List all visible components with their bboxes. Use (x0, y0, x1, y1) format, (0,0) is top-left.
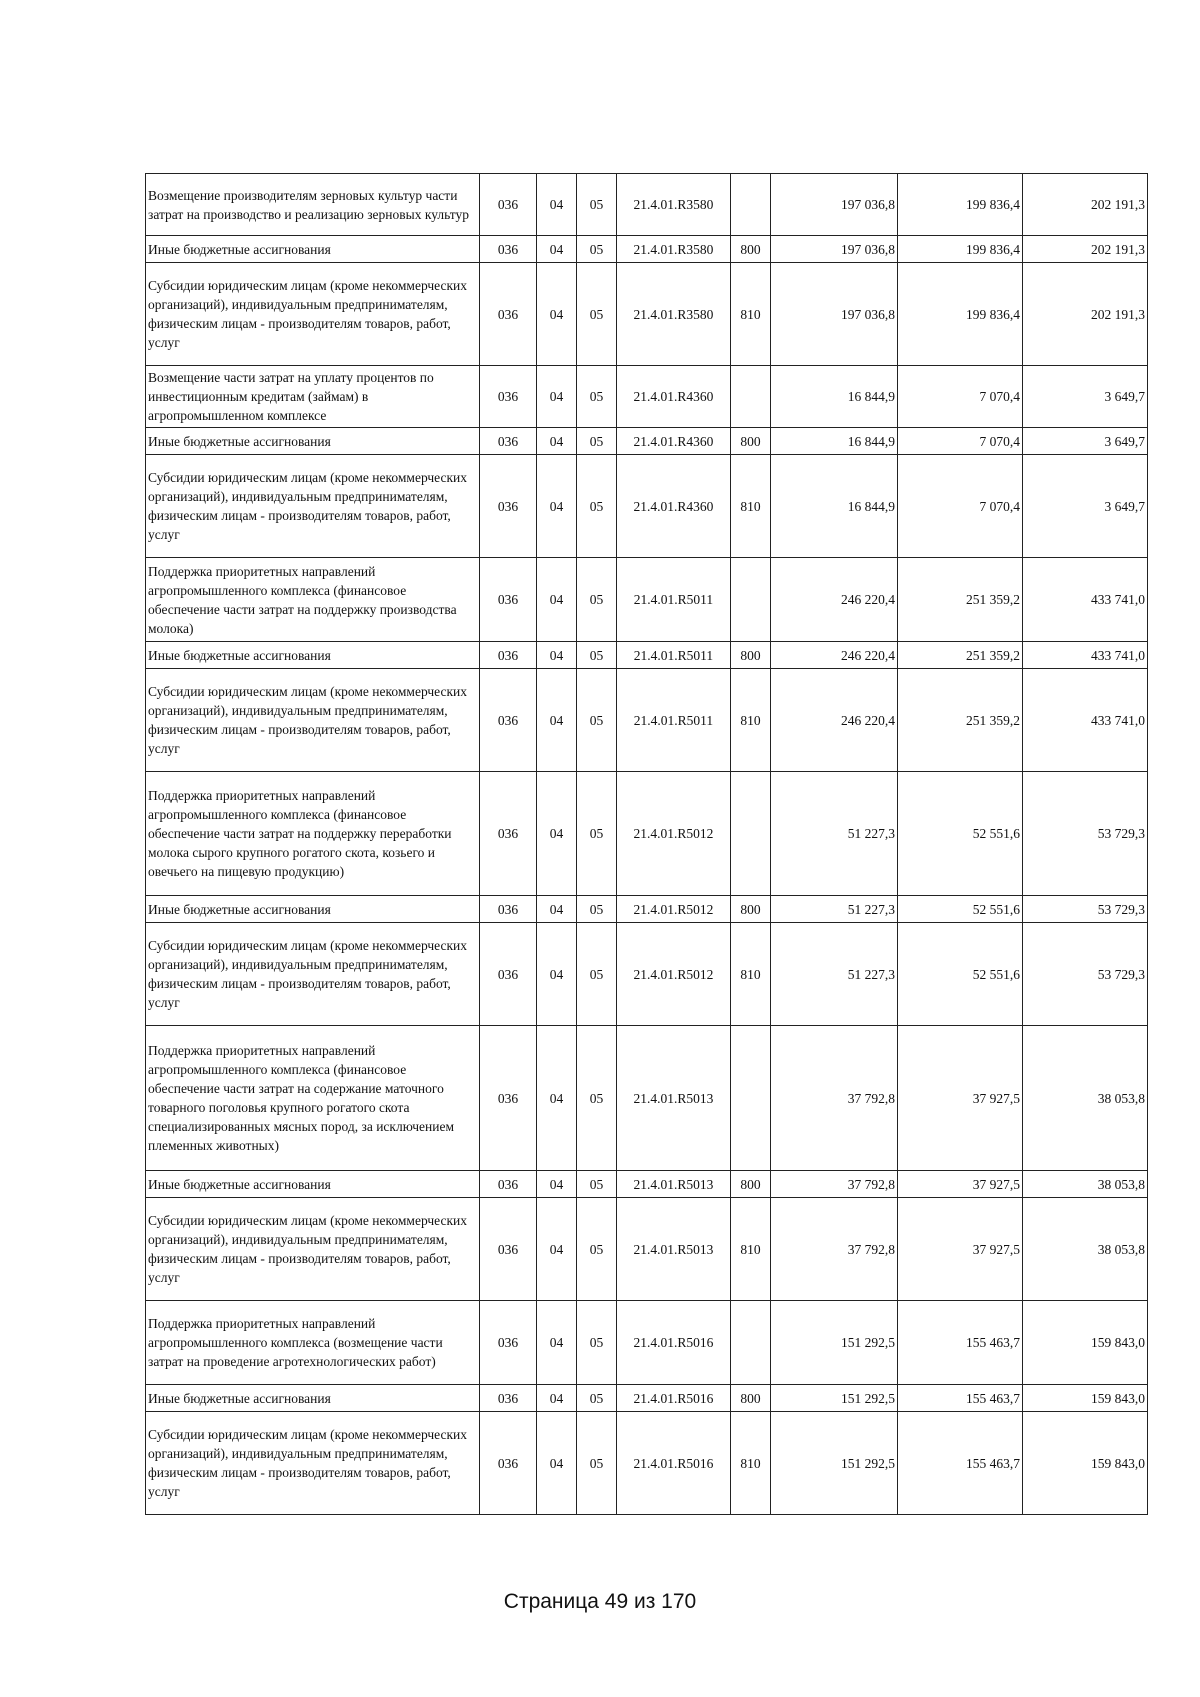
code-section: 04 (537, 1385, 577, 1412)
code-section: 04 (537, 428, 577, 455)
row-name: Возмещение части затрат на уплату процентов по инвестиционным кредитам (займам) в агропромышленном комплексе (146, 366, 480, 428)
code-ved: 036 (480, 455, 537, 558)
code-ved: 036 (480, 1301, 537, 1385)
code-expense-type: 800 (731, 1171, 771, 1198)
row-name: Субсидии юридическим лицам (кроме некоммерческих организаций), индивидуальным предпринимателям, физическим лицам - производителям товаров, работ, услуг (146, 923, 480, 1026)
table-row (146, 896, 1148, 923)
row-name: Иные бюджетные ассигнования (146, 896, 480, 923)
code-expense-type: 800 (731, 428, 771, 455)
row-name: Поддержка приоритетных направлений агропромышленного комплекса (финансовое обеспечение части затрат на поддержку переработки молока сырого крупного рогатого скота, козьего и овечьего на пищевую продукцию) (146, 772, 480, 896)
amount-year-2: 37 927,5 (898, 1171, 1023, 1198)
amount-year-3: 53 729,3 (1023, 923, 1148, 1026)
amount-year-1: 51 227,3 (771, 923, 898, 1026)
code-expense-type (731, 174, 771, 236)
code-expense-type (731, 366, 771, 428)
code-ved: 036 (480, 896, 537, 923)
table-row (146, 1171, 1148, 1198)
code-target-article: 21.4.01.R5013 (617, 1026, 731, 1171)
code-section: 04 (537, 1198, 577, 1301)
code-ved: 036 (480, 263, 537, 366)
code-expense-type (731, 1026, 771, 1171)
amount-year-2: 155 463,7 (898, 1385, 1023, 1412)
code-subsection: 05 (577, 455, 617, 558)
amount-year-3: 159 843,0 (1023, 1301, 1148, 1385)
code-target-article: 21.4.01.R3580 (617, 263, 731, 366)
amount-year-2: 7 070,4 (898, 366, 1023, 428)
code-section: 04 (537, 236, 577, 263)
code-target-article: 21.4.01.R4360 (617, 366, 731, 428)
code-target-article: 21.4.01.R5012 (617, 923, 731, 1026)
code-target-article: 21.4.01.R5012 (617, 772, 731, 896)
code-subsection: 05 (577, 558, 617, 642)
code-ved: 036 (480, 236, 537, 263)
code-target-article: 21.4.01.R5016 (617, 1412, 731, 1515)
code-expense-type: 800 (731, 1385, 771, 1412)
amount-year-1: 16 844,9 (771, 428, 898, 455)
row-name: Иные бюджетные ассигнования (146, 642, 480, 669)
table-row (146, 428, 1148, 455)
row-name: Субсидии юридическим лицам (кроме некоммерческих организаций), индивидуальным предпринимателям, физическим лицам - производителям товаров, работ, услуг (146, 1412, 480, 1515)
table-row (146, 455, 1148, 558)
code-target-article: 21.4.01.R3580 (617, 236, 731, 263)
code-target-article: 21.4.01.R5013 (617, 1171, 731, 1198)
code-target-article: 21.4.01.R5011 (617, 669, 731, 772)
amount-year-2: 52 551,6 (898, 923, 1023, 1026)
amount-year-1: 246 220,4 (771, 642, 898, 669)
amount-year-1: 151 292,5 (771, 1385, 898, 1412)
amount-year-1: 246 220,4 (771, 558, 898, 642)
amount-year-3: 433 741,0 (1023, 558, 1148, 642)
code-section: 04 (537, 1026, 577, 1171)
code-ved: 036 (480, 1171, 537, 1198)
code-subsection: 05 (577, 174, 617, 236)
code-section: 04 (537, 366, 577, 428)
code-expense-type: 810 (731, 263, 771, 366)
code-ved: 036 (480, 1385, 537, 1412)
code-target-article: 21.4.01.R5016 (617, 1301, 731, 1385)
amount-year-3: 3 649,7 (1023, 428, 1148, 455)
code-target-article: 21.4.01.R5011 (617, 642, 731, 669)
code-subsection: 05 (577, 366, 617, 428)
amount-year-3: 38 053,8 (1023, 1198, 1148, 1301)
amount-year-2: 7 070,4 (898, 455, 1023, 558)
amount-year-2: 155 463,7 (898, 1412, 1023, 1515)
code-section: 04 (537, 558, 577, 642)
amount-year-3: 433 741,0 (1023, 642, 1148, 669)
table-row (146, 642, 1148, 669)
code-subsection: 05 (577, 896, 617, 923)
code-expense-type: 810 (731, 1198, 771, 1301)
amount-year-2: 199 836,4 (898, 174, 1023, 236)
table-row (146, 772, 1148, 896)
code-ved: 036 (480, 558, 537, 642)
code-subsection: 05 (577, 669, 617, 772)
code-expense-type: 800 (731, 236, 771, 263)
row-name: Субсидии юридическим лицам (кроме некоммерческих организаций), индивидуальным предпринимателям, физическим лицам - производителям товаров, работ, услуг (146, 669, 480, 772)
table-row (146, 1385, 1148, 1412)
amount-year-3: 202 191,3 (1023, 174, 1148, 236)
code-subsection: 05 (577, 1198, 617, 1301)
table-row (146, 174, 1148, 236)
code-subsection: 05 (577, 1301, 617, 1385)
row-name: Субсидии юридическим лицам (кроме некоммерческих организаций), индивидуальным предпринимателям, физическим лицам - производителям товаров, работ, услуг (146, 263, 480, 366)
amount-year-2: 155 463,7 (898, 1301, 1023, 1385)
code-expense-type (731, 772, 771, 896)
amount-year-2: 251 359,2 (898, 669, 1023, 772)
table-row (146, 263, 1148, 366)
code-ved: 036 (480, 1412, 537, 1515)
code-section: 04 (537, 1412, 577, 1515)
amount-year-3: 159 843,0 (1023, 1412, 1148, 1515)
code-ved: 036 (480, 366, 537, 428)
code-subsection: 05 (577, 923, 617, 1026)
code-section: 04 (537, 896, 577, 923)
code-target-article: 21.4.01.R5011 (617, 558, 731, 642)
code-subsection: 05 (577, 1026, 617, 1171)
code-section: 04 (537, 923, 577, 1026)
code-subsection: 05 (577, 263, 617, 366)
row-name: Субсидии юридическим лицам (кроме некоммерческих организаций), индивидуальным предпринимателям, физическим лицам - производителям товаров, работ, услуг (146, 1198, 480, 1301)
row-name: Возмещение производителям зерновых культур части затрат на производство и реализацию зерновых культур (146, 174, 480, 236)
row-name: Поддержка приоритетных направлений агропромышленного комплекса (финансовое обеспечение части затрат на содержание маточного товарного поголовья крупного рогатого скота специализированных мясных пород, за исключением племенных животных) (146, 1026, 480, 1171)
amount-year-2: 7 070,4 (898, 428, 1023, 455)
page-number: Страница 49 из 170 (503, 1590, 697, 1613)
amount-year-1: 51 227,3 (771, 896, 898, 923)
code-expense-type: 810 (731, 455, 771, 558)
code-section: 04 (537, 669, 577, 772)
amount-year-1: 151 292,5 (771, 1412, 898, 1515)
amount-year-2: 52 551,6 (898, 896, 1023, 923)
code-target-article: 21.4.01.R5013 (617, 1198, 731, 1301)
code-expense-type: 810 (731, 1412, 771, 1515)
code-target-article: 21.4.01.R5016 (617, 1385, 731, 1412)
amount-year-3: 38 053,8 (1023, 1026, 1148, 1171)
code-ved: 036 (480, 923, 537, 1026)
code-section: 04 (537, 174, 577, 236)
code-subsection: 05 (577, 642, 617, 669)
amount-year-3: 3 649,7 (1023, 366, 1148, 428)
table-row (146, 236, 1148, 263)
table-row (146, 1198, 1148, 1301)
code-expense-type: 810 (731, 923, 771, 1026)
code-expense-type (731, 558, 771, 642)
amount-year-2: 251 359,2 (898, 642, 1023, 669)
amount-year-3: 159 843,0 (1023, 1385, 1148, 1412)
code-target-article: 21.4.01.R5012 (617, 896, 731, 923)
code-ved: 036 (480, 174, 537, 236)
code-expense-type: 810 (731, 669, 771, 772)
amount-year-3: 3 649,7 (1023, 455, 1148, 558)
code-section: 04 (537, 642, 577, 669)
amount-year-1: 197 036,8 (771, 174, 898, 236)
amount-year-1: 16 844,9 (771, 366, 898, 428)
code-subsection: 05 (577, 1171, 617, 1198)
amount-year-1: 37 792,8 (771, 1198, 898, 1301)
amount-year-1: 246 220,4 (771, 669, 898, 772)
amount-year-3: 53 729,3 (1023, 772, 1148, 896)
amount-year-1: 51 227,3 (771, 772, 898, 896)
code-ved: 036 (480, 772, 537, 896)
code-ved: 036 (480, 1026, 537, 1171)
amount-year-3: 53 729,3 (1023, 896, 1148, 923)
amount-year-1: 16 844,9 (771, 455, 898, 558)
code-subsection: 05 (577, 772, 617, 896)
row-name: Поддержка приоритетных направлений агропромышленного комплекса (возмещение части затрат на проведение агротехнологических работ) (146, 1301, 480, 1385)
row-name: Иные бюджетные ассигнования (146, 236, 480, 263)
amount-year-2: 52 551,6 (898, 772, 1023, 896)
amount-year-2: 37 927,5 (898, 1026, 1023, 1171)
amount-year-2: 251 359,2 (898, 558, 1023, 642)
table-row (146, 1026, 1148, 1171)
code-target-article: 21.4.01.R3580 (617, 174, 731, 236)
amount-year-2: 199 836,4 (898, 236, 1023, 263)
code-ved: 036 (480, 669, 537, 772)
code-section: 04 (537, 772, 577, 896)
code-subsection: 05 (577, 428, 617, 455)
code-subsection: 05 (577, 1385, 617, 1412)
code-subsection: 05 (577, 236, 617, 263)
row-name: Субсидии юридическим лицам (кроме некоммерческих организаций), индивидуальным предпринимателям, физическим лицам - производителям товаров, работ, услуг (146, 455, 480, 558)
budget-table (145, 173, 1148, 1515)
code-expense-type: 800 (731, 896, 771, 923)
amount-year-3: 202 191,3 (1023, 263, 1148, 366)
amount-year-1: 37 792,8 (771, 1026, 898, 1171)
row-name: Иные бюджетные ассигнования (146, 1171, 480, 1198)
amount-year-1: 37 792,8 (771, 1171, 898, 1198)
code-target-article: 21.4.01.R4360 (617, 455, 731, 558)
code-target-article: 21.4.01.R4360 (617, 428, 731, 455)
amount-year-2: 37 927,5 (898, 1198, 1023, 1301)
code-ved: 036 (480, 428, 537, 455)
code-expense-type: 800 (731, 642, 771, 669)
code-ved: 036 (480, 1198, 537, 1301)
table-row (146, 1412, 1148, 1515)
table-row (146, 669, 1148, 772)
amount-year-3: 202 191,3 (1023, 236, 1148, 263)
table-row (146, 558, 1148, 642)
code-subsection: 05 (577, 1412, 617, 1515)
row-name: Иные бюджетные ассигнования (146, 1385, 480, 1412)
row-name: Поддержка приоритетных направлений агропромышленного комплекса (финансовое обеспечение части затрат на поддержку производства молока) (146, 558, 480, 642)
row-name: Иные бюджетные ассигнования (146, 428, 480, 455)
amount-year-3: 38 053,8 (1023, 1171, 1148, 1198)
table-row (146, 1301, 1148, 1385)
code-section: 04 (537, 455, 577, 558)
table-row (146, 923, 1148, 1026)
code-section: 04 (537, 1301, 577, 1385)
code-expense-type (731, 1301, 771, 1385)
amount-year-1: 197 036,8 (771, 236, 898, 263)
code-section: 04 (537, 1171, 577, 1198)
code-section: 04 (537, 263, 577, 366)
amount-year-3: 433 741,0 (1023, 669, 1148, 772)
code-ved: 036 (480, 642, 537, 669)
table-row (146, 366, 1148, 428)
amount-year-1: 197 036,8 (771, 263, 898, 366)
amount-year-2: 199 836,4 (898, 263, 1023, 366)
amount-year-1: 151 292,5 (771, 1301, 898, 1385)
